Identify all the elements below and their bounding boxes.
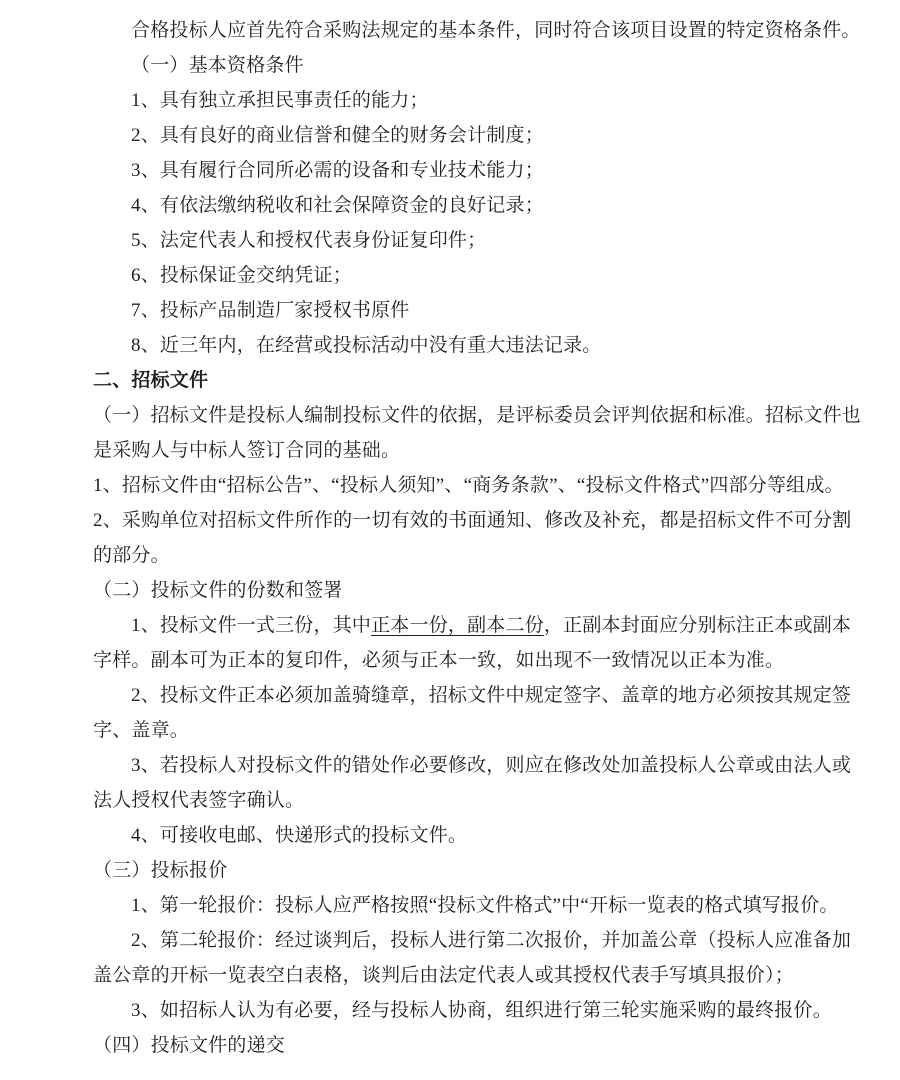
text-segment: 法人授权代表签字确认。 bbox=[93, 790, 305, 811]
text-segment: 盖公章的开标一览表空白表格，谈判后由法定代表人或其授权代表手写填具报价）； bbox=[93, 965, 794, 986]
text-line bbox=[93, 468, 886, 503]
text-line bbox=[93, 223, 886, 258]
text-segment: 3、如招标人认为有必要，经与投标人协商，组织进行第三轮实施采购的最终报价。 bbox=[131, 1000, 832, 1021]
text-segment: 2、具有良好的商业信誉和健全的财务会计制度； bbox=[131, 125, 544, 146]
text-segment: 1、招标文件由“招标公告”、“投标人须知”、“商务条款”、“投标文件格式”四部分等组成。 bbox=[93, 475, 844, 496]
text-line bbox=[93, 433, 886, 468]
text-segment: 4、有依法缴纳税收和社会保障资金的良好记录； bbox=[131, 195, 544, 216]
text-segment: 的部分。 bbox=[93, 545, 170, 566]
text-line bbox=[93, 783, 886, 818]
underlined-text: 正本一份，副本二份 bbox=[371, 615, 544, 636]
text-segment: 7、投标产品制造厂家授权书原件 bbox=[131, 300, 410, 321]
text-segment: （三）投标报价 bbox=[93, 860, 228, 881]
text-segment: 2、第二轮报价：经过谈判后，投标人进行第二次报价，并加盖公章（投标人应准备加 bbox=[131, 930, 852, 951]
text-line bbox=[93, 13, 886, 48]
document-body bbox=[93, 13, 886, 1063]
text-segment: 合格投标人应首先符合采购法规定的基本条件，同时符合该项目设置的特定资格条件。 bbox=[131, 20, 861, 41]
text-line bbox=[93, 1028, 886, 1063]
text-line bbox=[93, 643, 886, 678]
text-segment: 3、若投标人对投标文件的错处作必要修改，则应在修改处加盖投标人公章或由法人或 bbox=[131, 755, 852, 776]
text-segment: 1、投标文件一式三份，其中 bbox=[131, 615, 372, 636]
text-segment: 3、具有履行合同所必需的设备和专业技术能力； bbox=[131, 160, 544, 181]
text-segment: 1、第一轮报价：投标人应严格按照“投标文件格式”中“开标一览表的格式填写报价。 bbox=[131, 895, 839, 916]
section-heading bbox=[93, 363, 886, 398]
text-line bbox=[93, 713, 886, 748]
text-line bbox=[93, 258, 886, 293]
text-line bbox=[93, 818, 886, 853]
text-line bbox=[93, 853, 886, 888]
text-segment: （一）基本资格条件 bbox=[131, 55, 304, 76]
text-line bbox=[93, 888, 886, 923]
text-segment: 4、可接收电邮、快递形式的投标文件。 bbox=[131, 825, 468, 846]
text-line bbox=[93, 608, 886, 643]
text-line bbox=[93, 188, 886, 223]
text-segment: 2、采购单位对招标文件所作的一切有效的书面通知、修改及补充，都是招标文件不可分割 bbox=[93, 510, 852, 531]
text-segment: 8、近三年内，在经营或投标活动中没有重大违法记录。 bbox=[131, 335, 602, 356]
text-line bbox=[93, 538, 886, 573]
text-segment: 二、招标文件 bbox=[93, 370, 209, 391]
text-line bbox=[93, 83, 886, 118]
text-segment: 字样。副本可为正本的复印件，必须与正本一致，如出现不一致情况以正本为准。 bbox=[93, 650, 785, 671]
text-line bbox=[93, 958, 886, 993]
text-segment: 2、投标文件正本必须加盖骑缝章，招标文件中规定签字、盖章的地方必须按其规定签 bbox=[131, 685, 852, 706]
text-line bbox=[93, 923, 886, 958]
text-segment: 5、法定代表人和授权代表身份证复印件； bbox=[131, 230, 487, 251]
text-line bbox=[93, 48, 886, 83]
text-segment: （一）招标文件是投标人编制投标文件的依据，是评标委员会评判依据和标准。招标文件也 bbox=[93, 405, 862, 426]
text-segment: 是采购人与中标人签订合同的基础。 bbox=[93, 440, 401, 461]
text-segment: （四）投标文件的递交 bbox=[93, 1035, 286, 1056]
text-line bbox=[93, 748, 886, 783]
text-line bbox=[93, 398, 886, 433]
text-line bbox=[93, 503, 886, 538]
text-segment: 6、投标保证金交纳凭证； bbox=[131, 265, 352, 286]
text-segment: ，正副本封面应分别标注正本或副本 bbox=[543, 615, 852, 636]
text-line bbox=[93, 678, 886, 713]
text-segment: 1、具有独立承担民事责任的能力； bbox=[131, 90, 429, 111]
text-line bbox=[93, 573, 886, 608]
text-line bbox=[93, 153, 886, 188]
text-segment: 字、盖章。 bbox=[93, 720, 190, 741]
text-line bbox=[93, 328, 886, 363]
text-line bbox=[93, 118, 886, 153]
text-line bbox=[93, 293, 886, 328]
text-segment: （二）投标文件的份数和签署 bbox=[93, 580, 343, 601]
text-line bbox=[93, 993, 886, 1028]
